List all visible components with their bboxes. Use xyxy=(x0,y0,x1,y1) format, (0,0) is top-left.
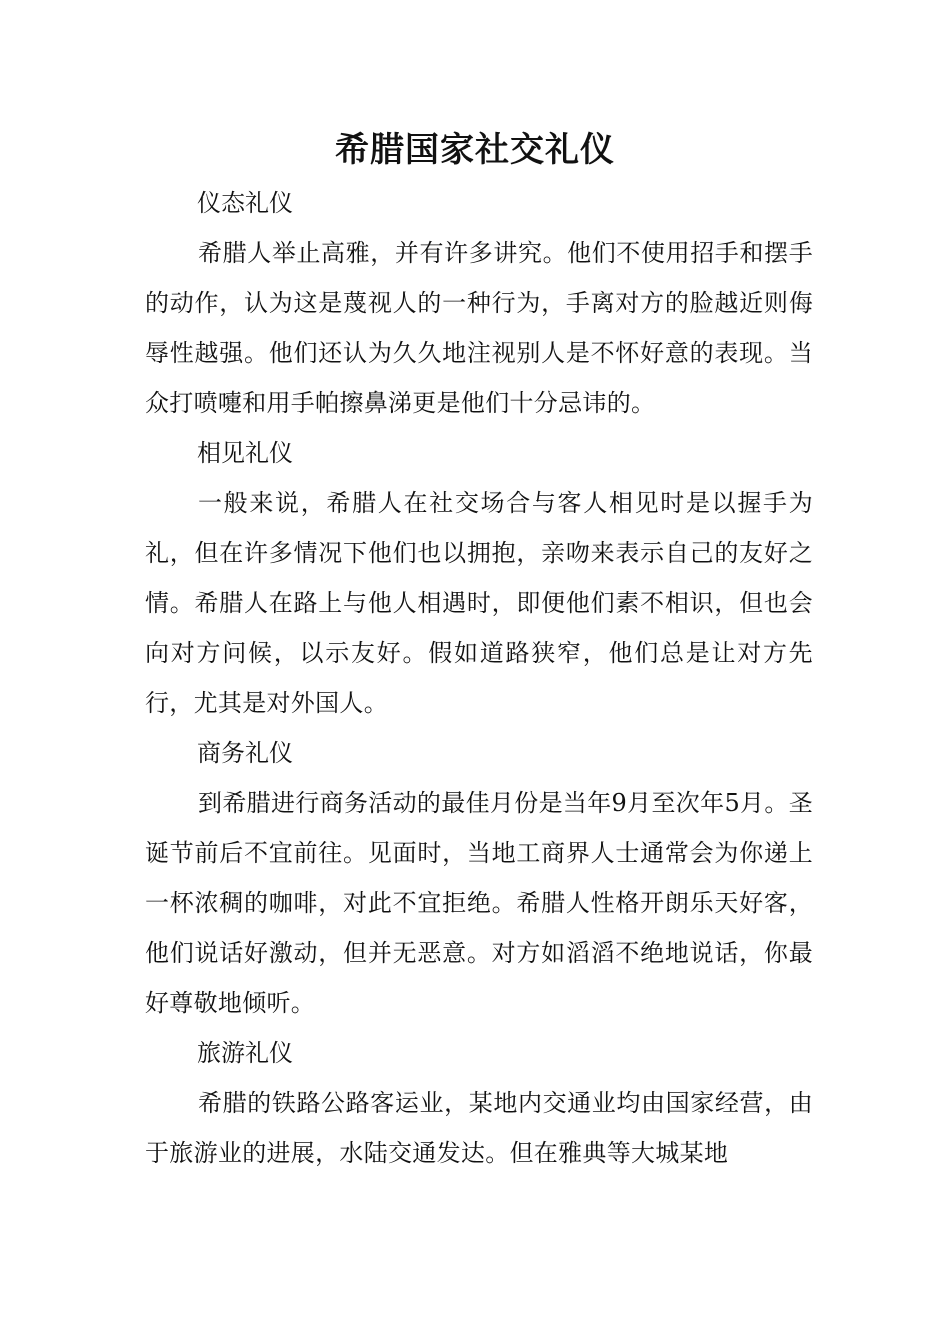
section-heading-greeting: 相见礼仪 xyxy=(197,439,293,467)
section-paragraph-travel: 希腊的铁路公路客运业，某地内交通业均由国家经营，由于旅游业的进展，水陆交通发达。但在雅典等大城某地 xyxy=(145,1089,813,1167)
section-heading-posture: 仪态礼仪 xyxy=(197,189,293,217)
section-paragraph-posture: 希腊人举止高雅，并有许多讲究。他们不使用招手和摆手的动作，认为这是蔑视人的一种行为，手离对方的脸越近则侮辱性越强。他们还认为久久地注视别人是不怀好意的表现。当众打喷嚏和用手帕擦鼻涕更是他们十分忌讳的。 xyxy=(145,239,813,417)
document-body xyxy=(145,178,813,1178)
document-title: 希腊国家社交礼仪 xyxy=(335,130,615,170)
section-paragraph-greeting: 一般来说，希腊人在社交场合与客人相见时是以握手为礼，但在许多情况下他们也以拥抱，亲吻来表示自己的友好之情。希腊人在路上与他人相遇时，即便他们素不相识，但也会向对方问候，以示友好。假如道路狭窄，他们总是让对方先行，尤其是对外国人。 xyxy=(145,489,813,717)
section-paragraph-business: 到希腊进行商务活动的最佳月份是当年9月至次年5月。圣诞节前后不宜前往。见面时，当地工商界人士通常会为你递上一杯浓稠的咖啡，对此不宜拒绝。希腊人性格开朗乐天好客，他们说话好激动，但并无恶意。对方如滔滔不绝地说话，你最好尊敬地倾听。 xyxy=(145,789,813,1017)
section-heading-business: 商务礼仪 xyxy=(197,739,293,767)
section-heading-travel: 旅游礼仪 xyxy=(197,1039,293,1067)
